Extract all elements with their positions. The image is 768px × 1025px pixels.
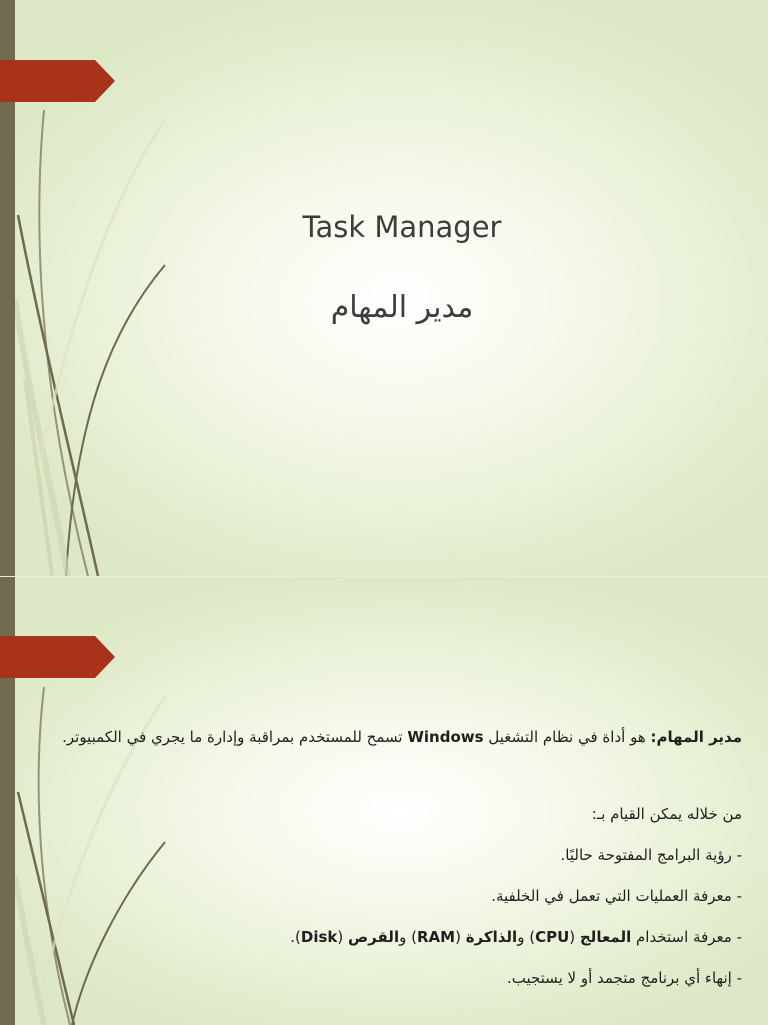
paren-open: ( bbox=[337, 928, 348, 946]
definition-text-b: تسمح للمستخدم بمراقبة وإدارة ما يجري في الكمبيوتر. bbox=[62, 728, 408, 746]
slide-title-english: Task Manager bbox=[302, 210, 502, 244]
slide-title-arabic: مدير المهام bbox=[330, 290, 474, 325]
list-item: - إنهاء أي برنامج متجمد أو لا يستجيب. bbox=[506, 969, 742, 987]
tab-arrow-icon bbox=[0, 636, 115, 678]
intro-line: من خلاله يمكن القيام بـ: bbox=[591, 805, 742, 823]
list-item-prefix: - معرفة استخدام bbox=[631, 928, 742, 946]
paren-open: ( bbox=[569, 928, 580, 946]
list-item-suffix: ). bbox=[290, 928, 301, 946]
slide-body bbox=[58, 717, 742, 999]
term-processor: المعالج bbox=[579, 928, 632, 946]
term-disk: القرص bbox=[348, 928, 400, 946]
os-name: Windows bbox=[407, 728, 484, 746]
paren-open: ( bbox=[455, 928, 466, 946]
definition-text-a: هو أداة في نظام التشغيل bbox=[483, 728, 651, 746]
conjunction: ) و bbox=[399, 928, 417, 946]
list-item: - معرفة العمليات التي تعمل في الخلفية. bbox=[491, 887, 742, 905]
term-memory: الذاكرة bbox=[465, 928, 518, 946]
abbr-ram: RAM bbox=[416, 928, 456, 946]
slide-content bbox=[0, 576, 768, 1025]
list-item: - رؤية البرامج المفتوحة حاليًا. bbox=[560, 846, 742, 864]
abbr-cpu: CPU bbox=[535, 928, 570, 946]
conjunction: ) و bbox=[517, 928, 536, 946]
tab-arrow-icon bbox=[0, 60, 115, 102]
definition-paragraph bbox=[58, 717, 742, 758]
list-item bbox=[58, 917, 742, 958]
definition-term: مدير المهام: bbox=[650, 728, 742, 746]
abbr-disk: Disk bbox=[300, 928, 338, 946]
